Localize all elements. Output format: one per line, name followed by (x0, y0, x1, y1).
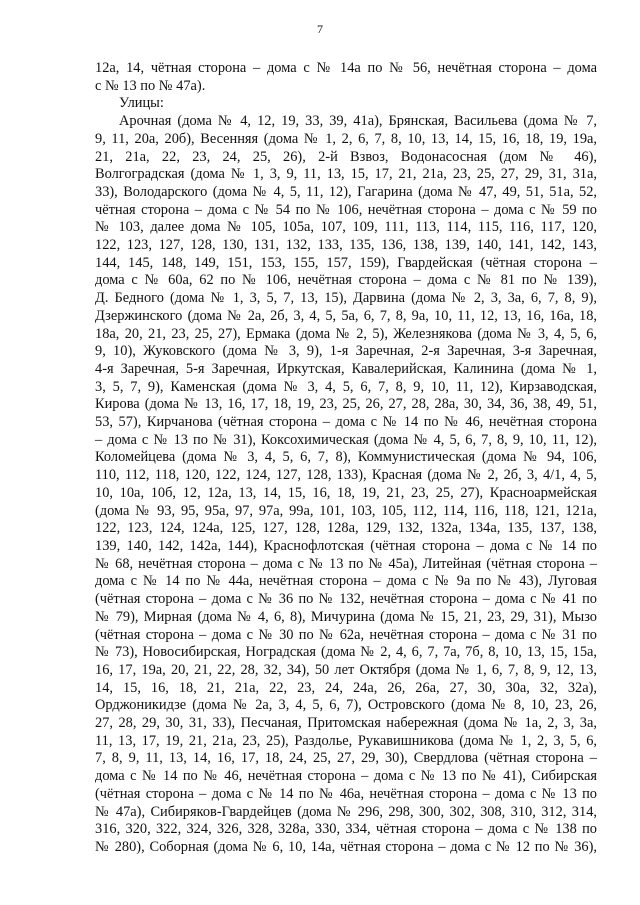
text-line: № 68, нечётная сторона – дома с № 13 по № 45а), Литейная (чётная сторона – (95, 555, 597, 572)
text-line: 122, 123, 127, 128, 130, 131, 132, 133, 135, 136, 138, 139, 140, 141, 142, 143, (95, 237, 597, 254)
text-line: 110, 112, 118, 120, 122, 124, 127, 128, 133), Красная (дома № 2, 2б, 3, 4/1, 4, 5, (95, 467, 597, 484)
text-line: с № 13 по № 47а). (95, 77, 206, 94)
text-line: (чётная сторона – дома с № 36 по № 132, нечётная сторона – дома с № 41 по (95, 591, 597, 608)
text-line: 9, 11, 20а, 20б), Весенняя (дома № 1, 2, 6, 7, 8, 10, 13, 14, 15, 16, 18, 19, 19а, (95, 130, 597, 147)
text-line: 16, 17, 19а, 20, 21, 22, 28, 32, 34), 50 лет Октября (дома № 1, 6, 7, 8, 9, 12, 13, (95, 661, 597, 678)
text-line: 139, 140, 142, 142а, 144), Краснофлотская (чётная сторона – дома с № 14 по (95, 537, 597, 554)
text-line: Орджоникидзе (дома № 2а, 3, 4, 5, 6, 7), Островского (дома № 8, 10, 23, 26, (95, 697, 597, 714)
text-line: дома с № 60а, 62 по № 106, нечётная сторона – дома с № 81 по № 139), (95, 272, 597, 289)
text-line: (чётная сторона – дома с № 14 по № 46а, нечётная сторона – дома с № 13 по (95, 785, 597, 802)
text-line: (чётная сторона – дома с № 30 по № 62а, нечётная сторона – дома с № 31 по (95, 626, 597, 643)
text-line: 14, 15, 16, 18, 21, 21а, 22, 23, 24, 24а, 26, 26а, 27, 30, 30а, 32, 32а), (95, 679, 597, 696)
text-line: Улицы: (119, 95, 164, 112)
text-line: Дзержинского (дома № 2а, 2б, 3, 4, 5, 5а, 6, 7, 8, 9а, 10, 11, 12, 13, 16, 16а, 18, (95, 307, 597, 324)
text-line: 3, 5, 7, 9), Каменская (дома № 3, 4, 5, 6, 7, 8, 9, 10, 11, 12), Кирзаводская, (95, 378, 597, 395)
text-line: Д. Бедного (дома № 1, 3, 5, 7, 13, 15), Дарвина (дома № 2, 3, 3а, 6, 7, 8, 9), (95, 290, 597, 307)
text-line: 122, 123, 124, 124а, 125, 127, 128, 128а, 129, 132, 132а, 134а, 135, 137, 138, (95, 520, 597, 537)
text-line: Волгоградская (дома № 1, 3, 9, 11, 13, 15, 17, 21, 21а, 23, 25, 27, 29, 31, 31а, (95, 166, 597, 183)
text-line: 9, 10), Жуковского (дома № 3, 9), 1-я Заречная, 2-я Заречная, 3-я Заречная, (95, 343, 597, 360)
text-line: № 280), Соборная (дома № 6, 10, 14а, чётная сторона – дома с № 12 по № 36), (95, 838, 597, 855)
text-line: 18а, 20, 21, 23, 25, 27), Ермака (дома № 2, 5), Железнякова (дома № 3, 4, 5, 6, (95, 325, 597, 342)
text-line: № 47а), Сибиряков-Гвардейцев (дома № 296, 298, 300, 302, 308, 310, 312, 314, (95, 803, 597, 820)
text-line: дома с № 14 по № 46, нечётная сторона – дома с № 13 по № 41), Сибирская (95, 768, 597, 785)
text-line: 316, 320, 322, 324, 326, 328, 328а, 330, 334, чётная сторона – дома с № 138 по (95, 821, 597, 838)
text-line: (дома № 93, 95, 95а, 97, 97а, 99а, 101, 103, 105, 112, 114, 116, 118, 121, 121а, (95, 502, 597, 519)
text-line: 4-я Заречная, 5-я Заречная, Иркутская, Кавалерийская, Калинина (дома № 1, (95, 360, 597, 377)
text-line: Кирова (дома № 13, 16, 17, 18, 19, 23, 25, 26, 27, 28, 28а, 30, 34, 36, 38, 49, 51, (95, 396, 597, 413)
text-line: дома с № 14 по № 44а, нечётная сторона – дома с № 9а по № 43), Луговая (95, 573, 597, 590)
text-line: чётная сторона – дома с № 54 по № 106, нечётная сторона – дома с № 59 по (95, 201, 597, 218)
document-body (95, 60, 597, 857)
text-line: 11, 13, 17, 19, 21, 21а, 23, 25), Раздолье, Рукавишникова (дома № 1, 2, 3, 5, 6, (95, 732, 597, 749)
text-line: № 73), Новосибирская, Ноградская (дома № 2, 4, 6, 7, 7а, 7б, 8, 10, 13, 15, 15а, (95, 644, 597, 661)
text-line: № 103, далее дома № 105, 105а, 107, 109, 111, 113, 114, 115, 116, 117, 120, (95, 219, 597, 236)
text-line: 27, 28, 29, 30, 31, 33), Песчаная, Притомская набережная (дома № 1а, 2, 3, 3а, (95, 715, 597, 732)
page-number: 7 (317, 22, 323, 36)
text-line: № 79), Мирная (дома № 4, 6, 8), Мичурина (дома № 15, 21, 23, 29, 31), Мызо (95, 608, 597, 625)
text-line: 12а, 14, чётная сторона – дома с № 14а по № 56, нечётная сторона – дома (95, 60, 597, 76)
text-line: 144, 145, 148, 149, 151, 153, 155, 157, 159), Гвардейская (чётная сторона – (95, 254, 597, 271)
text-line: 53, 57), Кирчанова (чётная сторона – дома с № 14 по № 46, нечётная сторона (95, 414, 597, 431)
text-line: 7, 8, 9, 11, 13, 14, 16, 17, 18, 24, 25, 27, 29, 30), Свердлова (чётная сторона – (95, 750, 597, 767)
text-line: – дома с № 13 по № 31), Коксохимическая (дома № 4, 5, 6, 7, 8, 9, 10, 11, 12), (95, 431, 597, 448)
text-line: Арочная (дома № 4, 12, 19, 33, 39, 41а), Брянская, Васильева (дома № 7, (119, 113, 597, 130)
text-line: 21, 21а, 22, 23, 24, 25, 26), 2-й Взвоз, Водонасосная (дом № 46), (95, 148, 597, 165)
text-line: 33), Володарского (дома № 4, 5, 11, 12), Гагарина (дома № 47, 49, 51, 51а, 52, (95, 183, 597, 200)
text-line: Коломейцева (дома № 3, 4, 5, 6, 7, 8), Коммунистическая (дома № 94, 106, (95, 449, 597, 466)
text-line: 10, 10а, 10б, 12, 12а, 13, 14, 15, 16, 18, 19, 21, 23, 25, 27), Красноармейская (95, 484, 597, 501)
